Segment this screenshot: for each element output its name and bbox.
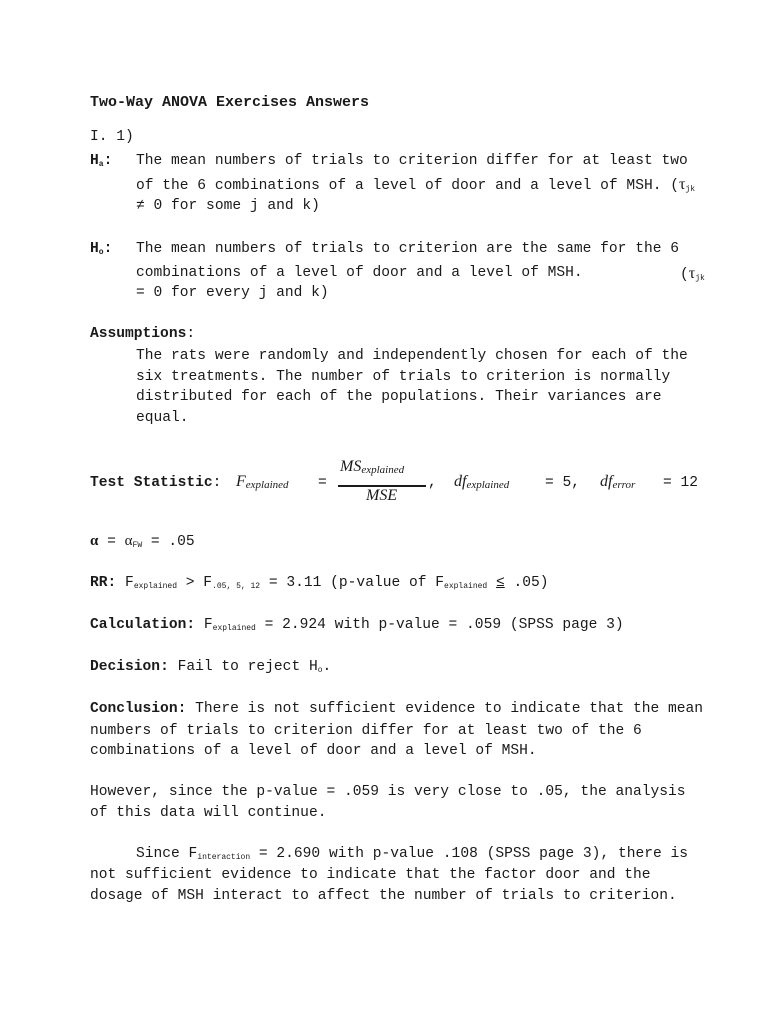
assumptions-heading: Assumptions: <box>90 326 196 342</box>
f-explained-symbol: $F_{explained}$ <box>236 473 289 491</box>
ha-line-1: The mean numbers of trials to criterion differ for at least two <box>136 153 688 169</box>
conclusion-line-1: Conclusion: There is not sufficient evidence to indicate that the mean <box>90 701 704 717</box>
fraction-comma: , <box>428 475 437 491</box>
test-statistic-heading: Test Statistic: <box>90 475 222 491</box>
ha-line-2: of the 6 combinations of a level of door and a level of MSH. ($\tau_{jk}$ <box>136 176 696 194</box>
interaction-line-2: not sufficient evidence to indicate that the factor door and the <box>90 867 651 883</box>
section-number: I. 1) <box>90 129 134 145</box>
interaction-line-3: dosage of MSH interact to affect the number of trials to criterion. <box>90 888 677 904</box>
fraction-denominator: MSE <box>366 487 398 504</box>
rejection-region: RR: $F_{explained} > F_{.05, 5, 12} = 3.11$ (p-value of $F_{explained} \le .05$) <box>90 575 549 591</box>
ha-line-3: ≠ 0 for some j and k) <box>136 198 320 214</box>
decision-line: Decision: Fail to reject $H_o$. <box>90 659 332 675</box>
ho-line-1: The mean numbers of trials to criterion are the same for the 6 <box>136 241 679 257</box>
ho-line-2: combinations of a level of door and a level of MSH. <box>136 265 583 281</box>
ho-label: $H_o$: <box>90 241 113 257</box>
df-explained-value: = 5, <box>545 475 581 491</box>
df-error: $df_{error}$ <box>600 473 636 491</box>
equals-sign: = <box>318 475 327 491</box>
ho-tau: ($\tau_{jk}$ <box>680 265 705 283</box>
however-line-2: of this data will continue. <box>90 805 327 821</box>
alpha-line: $\alpha = \alpha_{FW} = .05$ <box>90 533 195 550</box>
document-title: Two-Way ANOVA Exercises Answers <box>90 94 370 111</box>
assumptions-line: six treatments. The number of trials to criterion is normally <box>136 369 671 385</box>
assumptions-line: distributed for each of the populations. Their variances are <box>136 389 662 405</box>
however-line-1: However, since the p-value = .059 is very close to .05, the analysis <box>90 784 686 800</box>
assumptions-line: The rats were randomly and independently chosen for each of the <box>136 348 688 364</box>
calculation-line: Calculation: $F_{explained} = 2.924$ with p-value = .059 (SPSS page 3) <box>90 617 624 633</box>
conclusion-line-2: numbers of trials to criterion differ for at least two of the 6 <box>90 723 642 739</box>
df-error-value: = 12 <box>663 475 699 491</box>
fraction-numerator: $MS_{explained}$ <box>340 458 405 476</box>
conclusion-line-3: combinations of a level of door and a level of MSH. <box>90 743 537 759</box>
ho-line-3: = 0 for every j and k) <box>136 285 329 301</box>
ha-label: $H_a$: <box>90 153 113 169</box>
assumptions-line: equal. <box>136 410 189 426</box>
df-explained: $df_{explained}$ <box>454 473 510 491</box>
interaction-line-1: Since $F_{interaction} = 2.690$ with p-value .108 (SPSS page 3), there is <box>136 846 689 862</box>
